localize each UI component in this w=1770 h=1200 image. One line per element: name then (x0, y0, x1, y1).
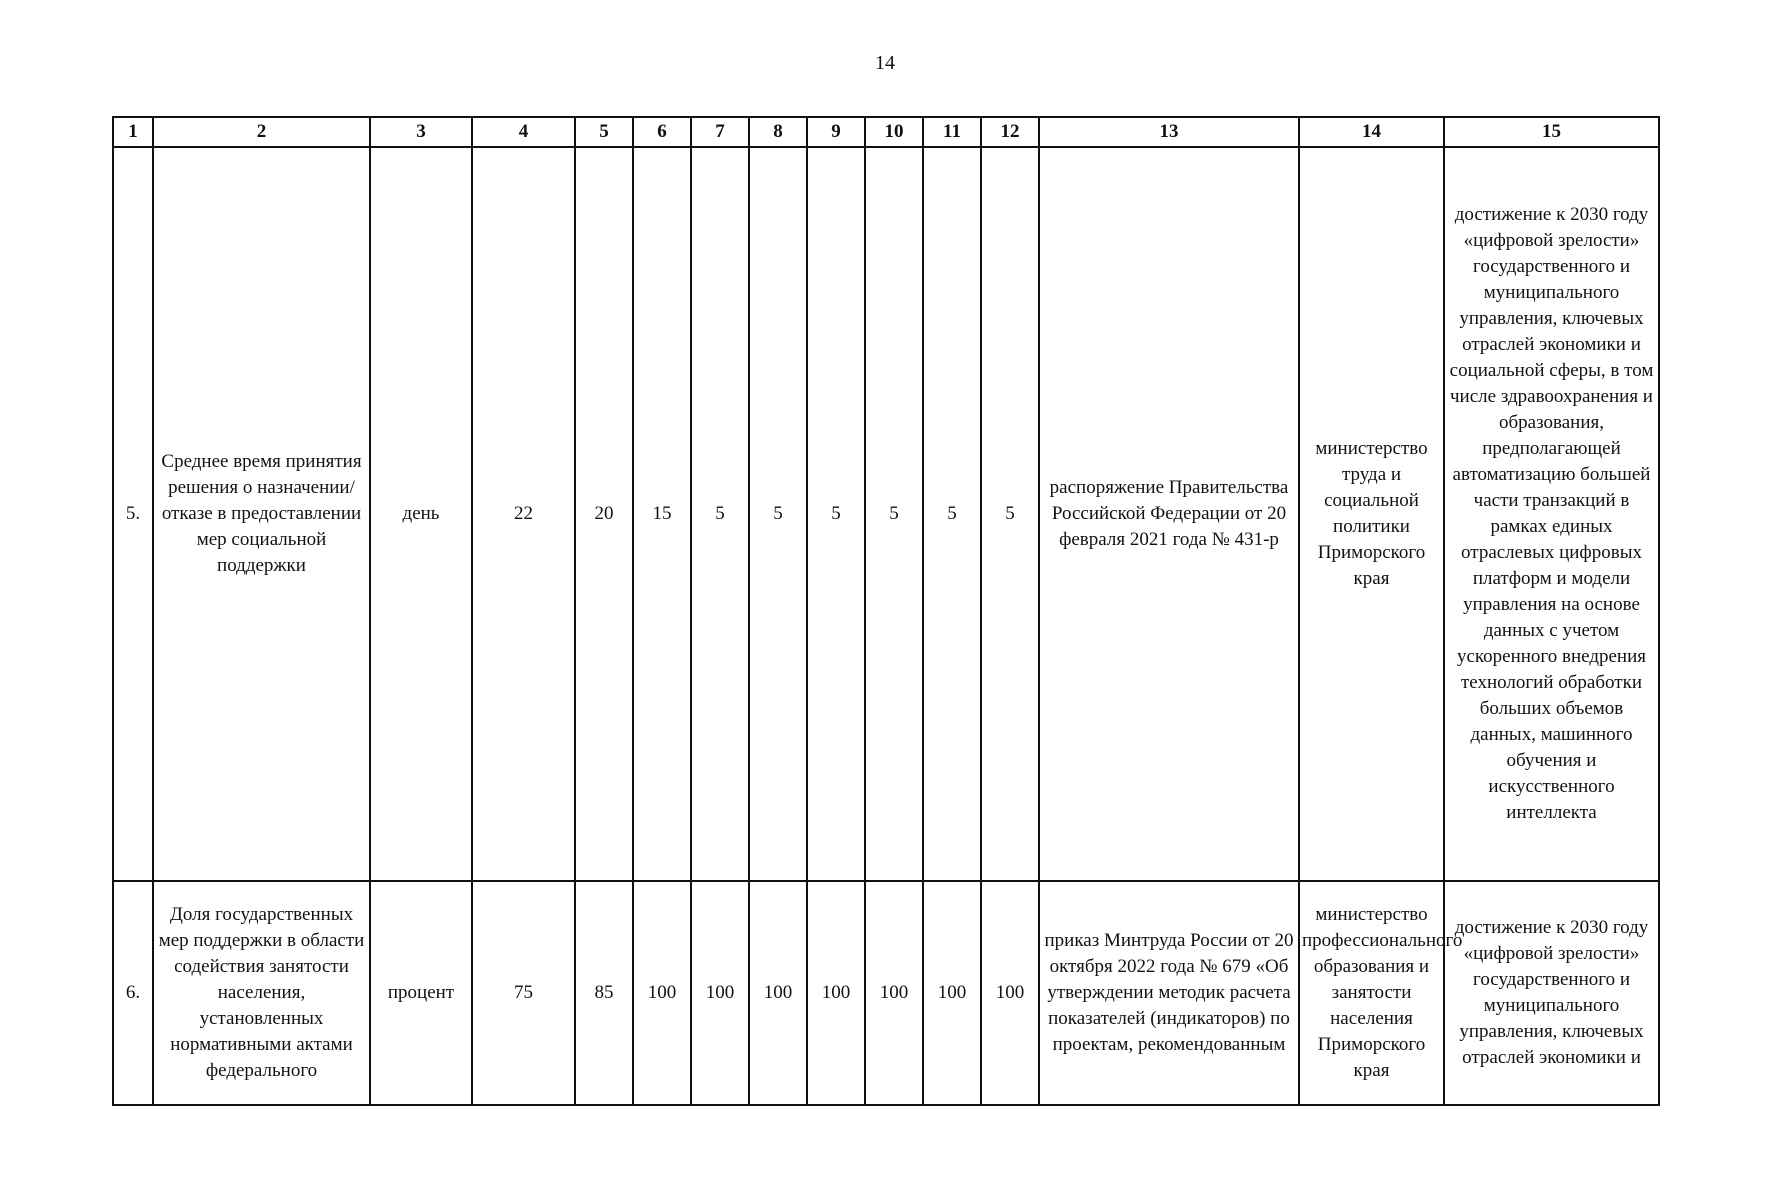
source-document: распоряжение Правительства Российской Федерации от 20 февраля 2021 года № 431-р (1039, 147, 1299, 881)
column-header: 12 (981, 117, 1039, 147)
column-header: 13 (1039, 117, 1299, 147)
column-header: 4 (472, 117, 575, 147)
responsible-body: министерство труда и социальной политики Приморского края (1299, 147, 1444, 881)
value-cell: 5 (981, 147, 1039, 881)
column-header: 5 (575, 117, 633, 147)
indicators-table (112, 116, 1660, 1106)
indicator-name: Доля государственных мер поддержки в области содействия занятости населения, установленных нормативными актами федерального (153, 881, 370, 1105)
value-cell: 100 (807, 881, 865, 1105)
column-header: 6 (633, 117, 691, 147)
value-cell: 15 (633, 147, 691, 881)
column-header: 1 (113, 117, 153, 147)
table-row (113, 881, 1659, 1105)
value-cell: 85 (575, 881, 633, 1105)
value-cell: 20 (575, 147, 633, 881)
unit: день (370, 147, 472, 881)
column-header: 10 (865, 117, 923, 147)
row-number: 5. (113, 147, 153, 881)
value-cell: 5 (691, 147, 749, 881)
value-cell: 100 (923, 881, 981, 1105)
indicator-name: Среднее время принятия решения о назначении/отказе в предоставлении мер социальной поддержки (153, 147, 370, 881)
column-header: 2 (153, 117, 370, 147)
value-cell: 5 (865, 147, 923, 881)
value-cell: 100 (981, 881, 1039, 1105)
source-document: приказ Минтруда России от 20 октября 2022 года № 679 «Об утверждении методик расчета показателей (индикаторов) по проектам, рекомендованным (1039, 881, 1299, 1105)
column-header: 15 (1444, 117, 1659, 147)
column-header: 3 (370, 117, 472, 147)
table-row (113, 147, 1659, 881)
responsible-body: министерство профессионального образования и занятости населения Приморского края (1299, 881, 1444, 1105)
value-cell: 75 (472, 881, 575, 1105)
value-cell: 100 (749, 881, 807, 1105)
page-number: 14 (875, 52, 895, 74)
row-number: 6. (113, 881, 153, 1105)
column-header: 11 (923, 117, 981, 147)
header-row (113, 117, 1659, 147)
column-header: 8 (749, 117, 807, 147)
value-cell: 100 (865, 881, 923, 1105)
value-cell: 5 (923, 147, 981, 881)
value-cell: 5 (807, 147, 865, 881)
value-cell: 100 (691, 881, 749, 1105)
goal-text: достижение к 2030 году «цифровой зрелости» государственного и муниципального управления, ключевых отраслей экономики и социальной сферы, в том числе здравоохранения и образования, предполагающей автоматизацию большей части транзакций в рамках единых отраслевых цифровых платформ и модели управления на основе данных с учетом ускоренного внедрения технологий обработки больших объемов данных, машинного обучения и искусственного интеллекта (1444, 147, 1659, 881)
goal-text: достижение к 2030 году «цифровой зрелости» государственного и муниципального управления, ключевых отраслей экономики и (1444, 881, 1659, 1105)
column-header: 9 (807, 117, 865, 147)
value-cell: 5 (749, 147, 807, 881)
value-cell: 22 (472, 147, 575, 881)
value-cell: 100 (633, 881, 691, 1105)
column-header: 7 (691, 117, 749, 147)
column-header: 14 (1299, 117, 1444, 147)
unit: процент (370, 881, 472, 1105)
